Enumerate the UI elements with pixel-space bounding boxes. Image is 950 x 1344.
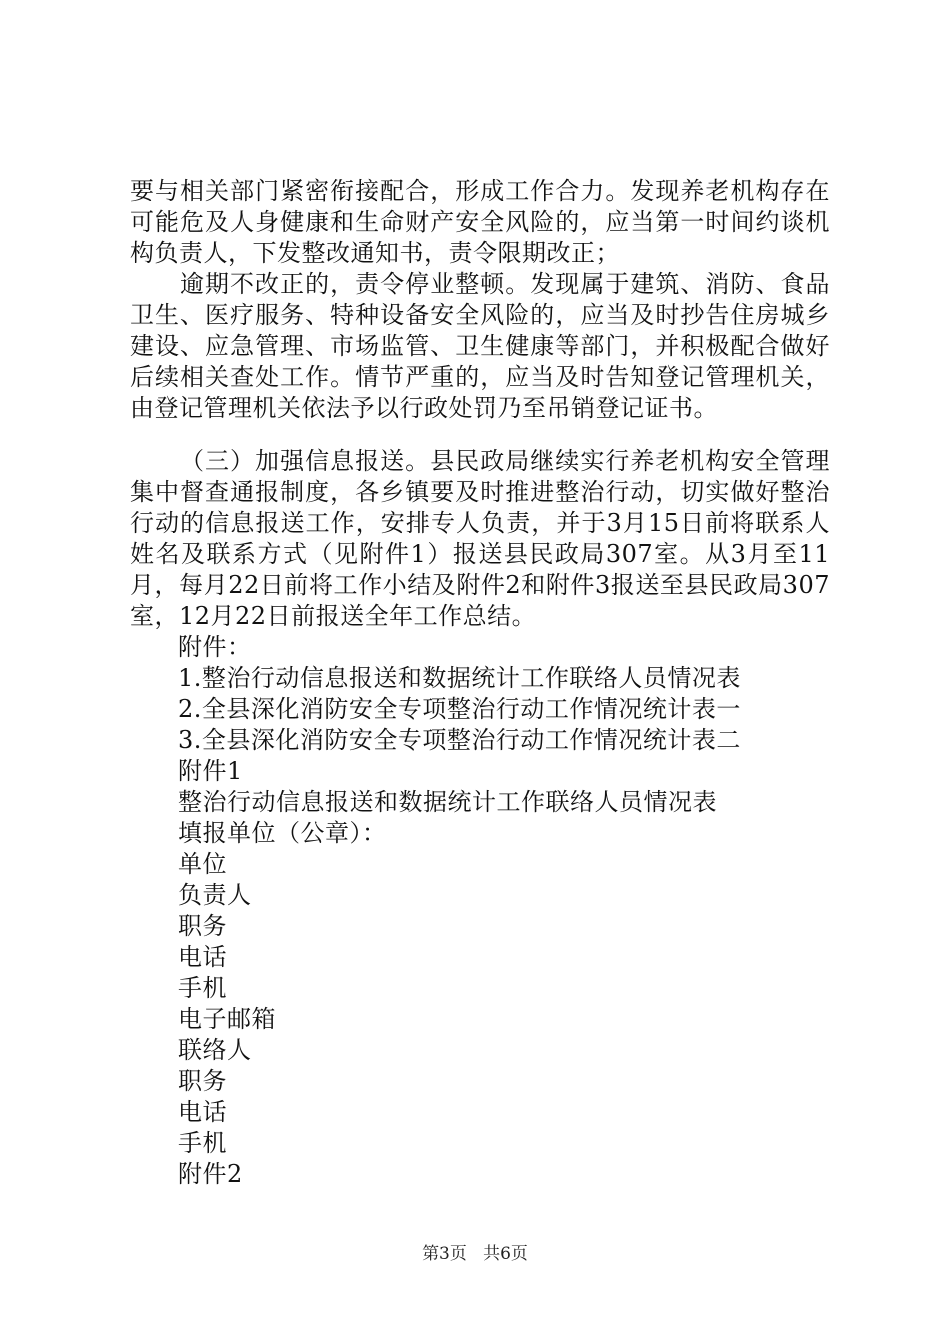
field-contact-mobile: 手机 — [178, 1129, 227, 1157]
field-contact-position: 职务 — [178, 1067, 227, 1095]
field-unit: 单位 — [178, 850, 227, 878]
field-contact-person: 联络人 — [178, 1036, 252, 1064]
page-number: 第3页 — [422, 1244, 467, 1264]
field-position: 职务 — [178, 912, 227, 940]
attachment-2-label: 附件2 — [178, 1160, 243, 1188]
field-phone: 电话 — [178, 943, 227, 971]
field-mobile: 手机 — [178, 974, 227, 1002]
paragraph-gap — [130, 424, 830, 446]
attachment-item-3: 3.全县深化消防安全专项整治行动工作情况统计表二 — [178, 726, 741, 754]
paragraph-info-reporting: （三）加强信息报送。县民政局继续实行养老机构安全管理集中督查通报制度，各乡镇要及时推进整治行动，切实做好整治行动的信息报送工作，安排专人负责，并于3月15日前将联系人姓名及联系方式（见附件1）报送县民政局307室。从3月至11月，每月22日前将工作小结及附件2和附件3报送至县民政局307室，12月22日前报送全年工作总结。 — [130, 447, 830, 630]
field-contact-phone: 电话 — [178, 1098, 227, 1126]
field-person-in-charge: 负责人 — [178, 881, 252, 909]
attachment-item-2: 2.全县深化消防安全专项整治行动工作情况统计表一 — [178, 695, 741, 723]
attachment-1-label: 附件1 — [178, 757, 243, 785]
attachment-list — [130, 632, 830, 1190]
attachment-item-1: 1.整治行动信息报送和数据统计工作联络人员情况表 — [178, 664, 741, 692]
paragraph-cooperation: 要与相关部门紧密衔接配合，形成工作合力。发现养老机构存在可能危及人身健康和生命财产安全风险的，应当第一时间约谈机构负责人，下发整改通知书，责令限期改正； — [130, 177, 830, 267]
page-total: 共6页 — [483, 1244, 528, 1264]
form-reporting-unit: 填报单位（公章）： — [178, 819, 387, 847]
paragraph-rectification: 逾期不改正的，责令停业整顿。发现属于建筑、消防、食品卫生、医疗服务、特种设备安全风险的，应当及时抄告住房城乡建设、应急管理、市场监管、卫生健康等部门，并积极配合做好后续相关查处工作。情节严重的，应当及时告知登记管理机关，由登记管理机关依法予以行政处罚乃至吊销登记证书。 — [130, 270, 830, 422]
attachments-heading: 附件： — [178, 633, 252, 661]
form-title: 整治行动信息报送和数据统计工作联络人员情况表 — [178, 788, 717, 816]
field-email: 电子邮箱 — [178, 1005, 276, 1033]
page-spacer — [472, 1244, 477, 1264]
document-body — [130, 176, 830, 1190]
page-footer — [0, 1243, 950, 1265]
